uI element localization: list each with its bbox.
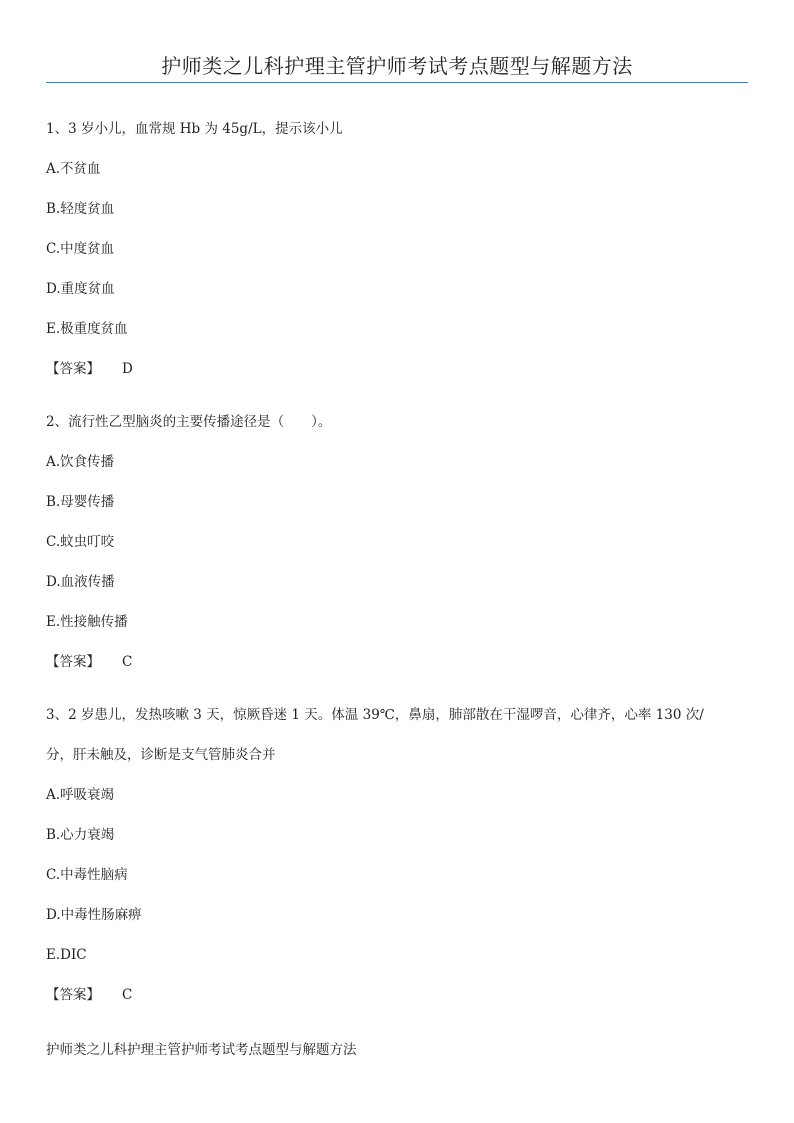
option-b: B.轻度贫血 xyxy=(46,201,115,217)
question-stem-line-2: 分，肝未触及，诊断是支气管肺炎合并 xyxy=(46,747,276,763)
option-c: C.蚊虫叮咬 xyxy=(46,534,115,550)
option-e: E.极重度贫血 xyxy=(46,321,128,337)
option-a: A.呼吸衰竭 xyxy=(46,787,115,803)
option-d: D.血液传播 xyxy=(46,574,115,590)
page-title: 护师类之儿科护理主管护师考试考点题型与解题方法 xyxy=(161,54,633,78)
option-a: A.饮食传播 xyxy=(46,454,115,470)
option-c: C.中度贫血 xyxy=(46,241,115,257)
question-stem: 1、3 岁小儿，血常规 Hb 为 45g/L，提示该小儿 xyxy=(46,121,343,137)
answer-value: D xyxy=(122,361,133,377)
answer-label: 【答案】 xyxy=(46,361,100,377)
option-d: D.重度贫血 xyxy=(46,281,115,297)
answer-value: C xyxy=(122,987,133,1003)
answer-row xyxy=(46,986,132,1004)
option-b: B.心力衰竭 xyxy=(46,827,115,843)
option-a: A.不贫血 xyxy=(46,161,101,177)
question-stem: 2、流行性乙型脑炎的主要传播途径是（ ）。 xyxy=(46,414,332,430)
option-c: C.中毒性脑病 xyxy=(46,867,128,883)
footer-text: 护师类之儿科护理主管护师考试考点题型与解题方法 xyxy=(46,1042,357,1058)
question-stem-line-1: 3、2 岁患儿，发热咳嗽 3 天，惊厥昏迷 1 天。体温 39℃，鼻扇，肺部散在干湿啰音，心律齐，心率 130 次/ xyxy=(46,707,704,723)
answer-row xyxy=(46,360,133,378)
option-e: E.性接触传播 xyxy=(46,614,128,630)
option-b: B.母婴传播 xyxy=(46,494,115,510)
answer-row xyxy=(46,653,132,671)
answer-label: 【答案】 xyxy=(46,654,100,670)
option-d: D.中毒性肠麻痹 xyxy=(46,907,142,923)
page-header xyxy=(46,46,748,83)
answer-label: 【答案】 xyxy=(46,987,100,1003)
option-e: E.DIC xyxy=(46,947,87,963)
answer-value: C xyxy=(122,654,133,670)
